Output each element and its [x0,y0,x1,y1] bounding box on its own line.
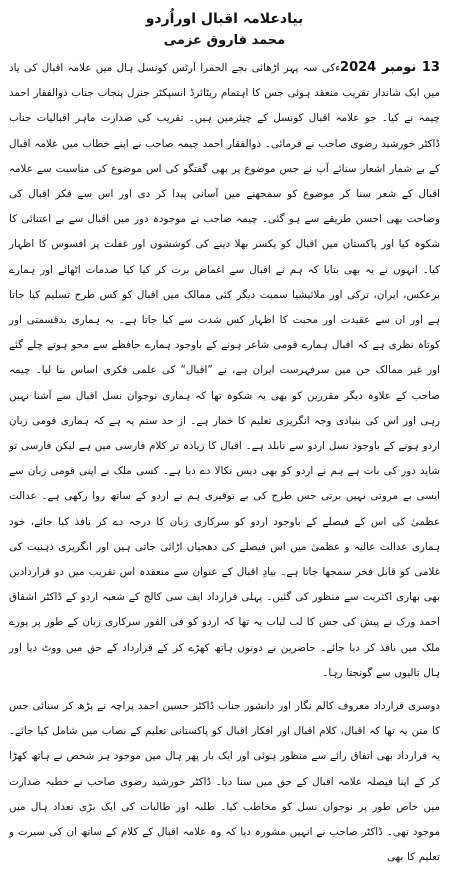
article-title: بیادعلامہ اقبال اوراُردو [145,11,304,27]
paragraph-1-text: ءکی سہ پہر اڑھائی بجے الحمرا آرٹس کونسل ہال میں علامہ اقبال کی یاد میں ایک شاندار تقریب منعقد ہوئی جس کا اہتمام ریٹائرڈ انسپکٹر جنرل پنجاب جناب ذوالفقار احمد چیمہ نے کیا۔ جو علامہ اقبال کونسل کے چیئرمین ہیں۔ تقریب کی صدارت ماہر اقبالیات جناب ڈاکٹر خورشید رضوی صاحب نے فرمائی۔ ذوالفقار احمد چیمہ صاحب نے اپنے خطاب میں علامہ اقبال کے بے شمار اشعار سنائے آپ نے جس موضوع پر بھی گفتگو کی اس موضوع کی مناسبت سے علامہ اقبال کے شعر سنا کر موضوع کو سمجھنے میں آسانی پیدا کر دی اور اس سے فکر اقبال کی وضاحت بھی احسن طریقے سے ہو گئی۔ چیمہ صاحب نے موجودہ دور میں اقبال سے بے اعتنائی کا شکوہ کیا اور پاکستان میں اقبال کو یکسر بھلا دینے کی کوششوں اور غفلت پر افسوس کا اظہار کیا۔ انہوں نے یہ بھی بتایا کہ ہم نے اقبال سے اغماض برت کر کیا کیا صدمات اٹھائے اور ہمارے برعکس، ایران، ترکی اور ملائیشیا سمیت دیگر کئی ممالک میں اقبال کو کس طرح تسلیم کیا جاتا ہے اور ان سے عقیدت اور محبت کا اظہار کس شدت سے کیا جاتا ہے۔ یہ ہماری بدقسمتی اور کوتاہ نظری ہے کہ اقبال ہمارے قومی شاعر ہونے کے باوجود ہمارے حافظے سے محو ہوتے چلے گئے اور غیر ممالک جن میں سرفہرست ایران ہے، نے ”اقبال“ کی علمی فکری اساس بنا لیا۔ چیمہ صاحب کے علاوہ دیگر مقررین کو بھی یہ شکوہ تھا کہ ہماری نوجوان نسل اقبال سے آشنا نہیں رہی اور اس کی بنیادی وجہ انگریزی تعلیم کا خمار ہے۔ از حد ستم یہ ہے کہ ہماری قومی زبان اردو ہونے کے باوجود نسل اردو سے نابلد ہے۔ اقبال کا زیادہ تر کلام فارسی میں ہے لیکن فارسی تو شاید دور کی بات ہے ہم نے اردو کو بھی دیس نکالا دے دیا ہے۔ کسی ملک نے اپنی قومی زبان سے ایسی بے مروتی نہیں برتی جس طرح کی بے توقیری ہم نے اردو کے ساتھ روا رکھی ہے۔ عدالت عظمیٰ کی اس کے فیصلے کے باوجود اردو کو سرکاری زبان کا درجہ دے کر نافذ کیا جائے، خود ہماری عدالت عالیہ و عظمیٰ میں اس فیصلے کی دھجیاں اڑائی جاتی ہیں اور انگریزی ذہنیت کی غلامی کو قابل فخر سمجھا جاتا ہے۔ بیادِ اقبال کے عنوان سے منعقدہ اس تقریب میں دو قراردادیں بھی بھاری اکثریت سے منظور کی گئیں۔ پہلی قرارداد ایف سی کالج کے شعبہ اردو کے ڈاکٹر اشفاق احمد ورک نے پیش کی جس کا لب لباب یہ تھا کہ اردو کو فی الفور سرکاری زبان کے طور پر پورے ملک میں نافذ کر دیا جائے۔ حاضرین نے دونوں ہاتھ کھڑے کر کے قرارداد کے حق میں ووٹ دیا اور ہال تالیوں سے گونجتا رہا۔ [9,62,440,679]
article-paragraph-2: دوسری قرارداد معروف کالم نگار اور دانشور جناب ڈاکٹر حسین احمد پراچہ نے پڑھ کر سنائی جس کا متن یہ تھا کہ اقبال، کلام اقبال اور افکار اقبال کو پاکستانی تعلیم کے نصاب میں شامل کیا جائے۔ یہ قرارداد بھی اتفاق رائے سے منظور ہوئی اور ایک بار پھر ہال میں موجود ہر شخص نے ہاتھ کھڑا کر کے اپنا فیصلہ علامہ اقبال کے حق میں سنا دیا۔ ڈاکٹر خورشید رضوی صاحب نے خطبہ صدارت میں خاص طور پر نوجوان نسل کو مخاطب کیا۔ طلبہ اور طالبات کی ایک بڑی تعداد ہال میں موجود تھی۔ ڈاکٹر صاحب نے انہیں مشورہ دیا کہ وہ علامہ اقبال کے کلام کے ساتھ ان کی سیرت و تعلیم کا بھی [9,700,440,864]
article-paragraph-1 [9,55,440,686]
lead-date: 13 نومبر 2024 [340,60,440,75]
article-author: محمد فاروق عزمی [163,33,286,48]
article-body [9,55,440,871]
